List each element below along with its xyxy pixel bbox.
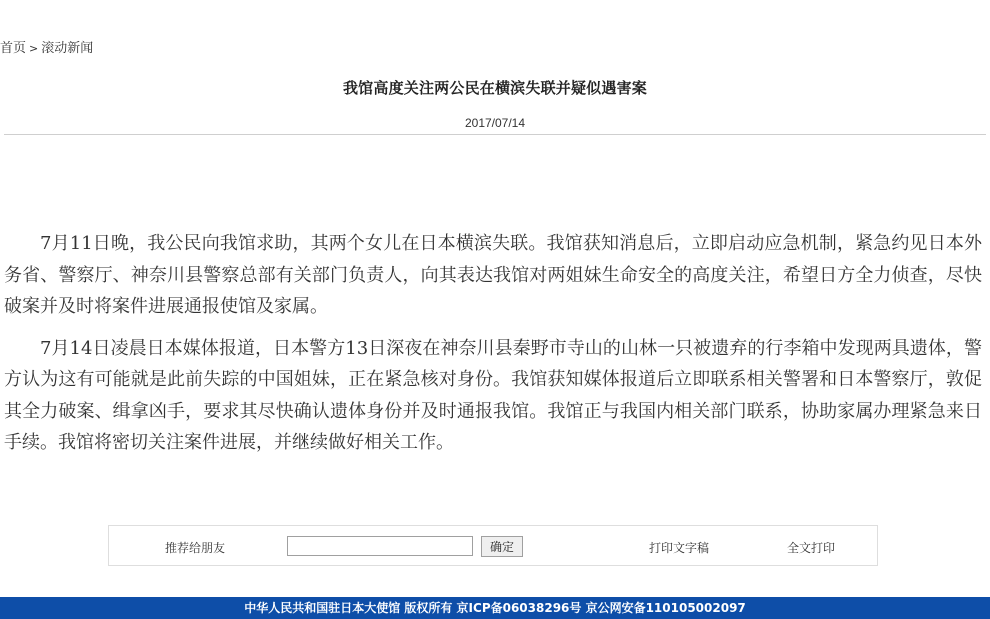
print-text-link[interactable]: 打印文字稿: [649, 541, 710, 555]
share-confirm-button[interactable]: 确定: [481, 536, 523, 557]
article-paragraph-1: 7月11日晚，我公民向我馆求助，其两个女儿在日本横滨失联。我馆获知消息后，立即启动应急机制，紧急约见日本外务省、警察厅、神奈川县警察总部有关部门负责人，向其表达我馆对两姐妹生命安全的高度关注，希望日方全力侦查，尽快破案并及时将案件进展通报使馆及家属。: [4, 233, 982, 317]
breadcrumb-current-link[interactable]: 滚动新闻: [41, 41, 94, 56]
print-full-link[interactable]: 全文打印: [787, 541, 836, 555]
share-label: 推荐给朋友: [165, 541, 226, 555]
title-divider: [4, 134, 986, 135]
footer-copyright: 中华人民共和国驻日本大使馆 版权所有 京ICP备06038296号 京公网安备110105002097: [0, 597, 990, 619]
share-toolbar: [108, 525, 878, 566]
breadcrumb-separator: >: [29, 42, 39, 55]
breadcrumb: [0, 37, 93, 56]
share-email-input[interactable]: [287, 536, 473, 556]
article-paragraph-2: 7月14日凌晨日本媒体报道，日本警方13日深夜在神奈川县秦野市寺山的山林一只被遗弃的行李箱中发现两具遗体，警方认为这有可能就是此前失踪的中国姐妹，正在紧急核对身份。我馆获知媒体报道后立即联系相关警署和日本警察厅，敦促其全力破案、缉拿凶手，要求其尽快确认遗体身份并及时通报我馆。我馆正与我国内相关部门联系，协助家属办理紧急来日手续。我馆将密切关注案件进展，并继续做好相关工作。: [4, 337, 982, 453]
page-title: 我馆高度关注两公民在横滨失联并疑似遇害案: [342, 79, 647, 97]
publish-date: 2017/07/14: [464, 116, 526, 130]
article-body: [4, 228, 982, 469]
breadcrumb-home-link[interactable]: 首页: [0, 41, 27, 56]
